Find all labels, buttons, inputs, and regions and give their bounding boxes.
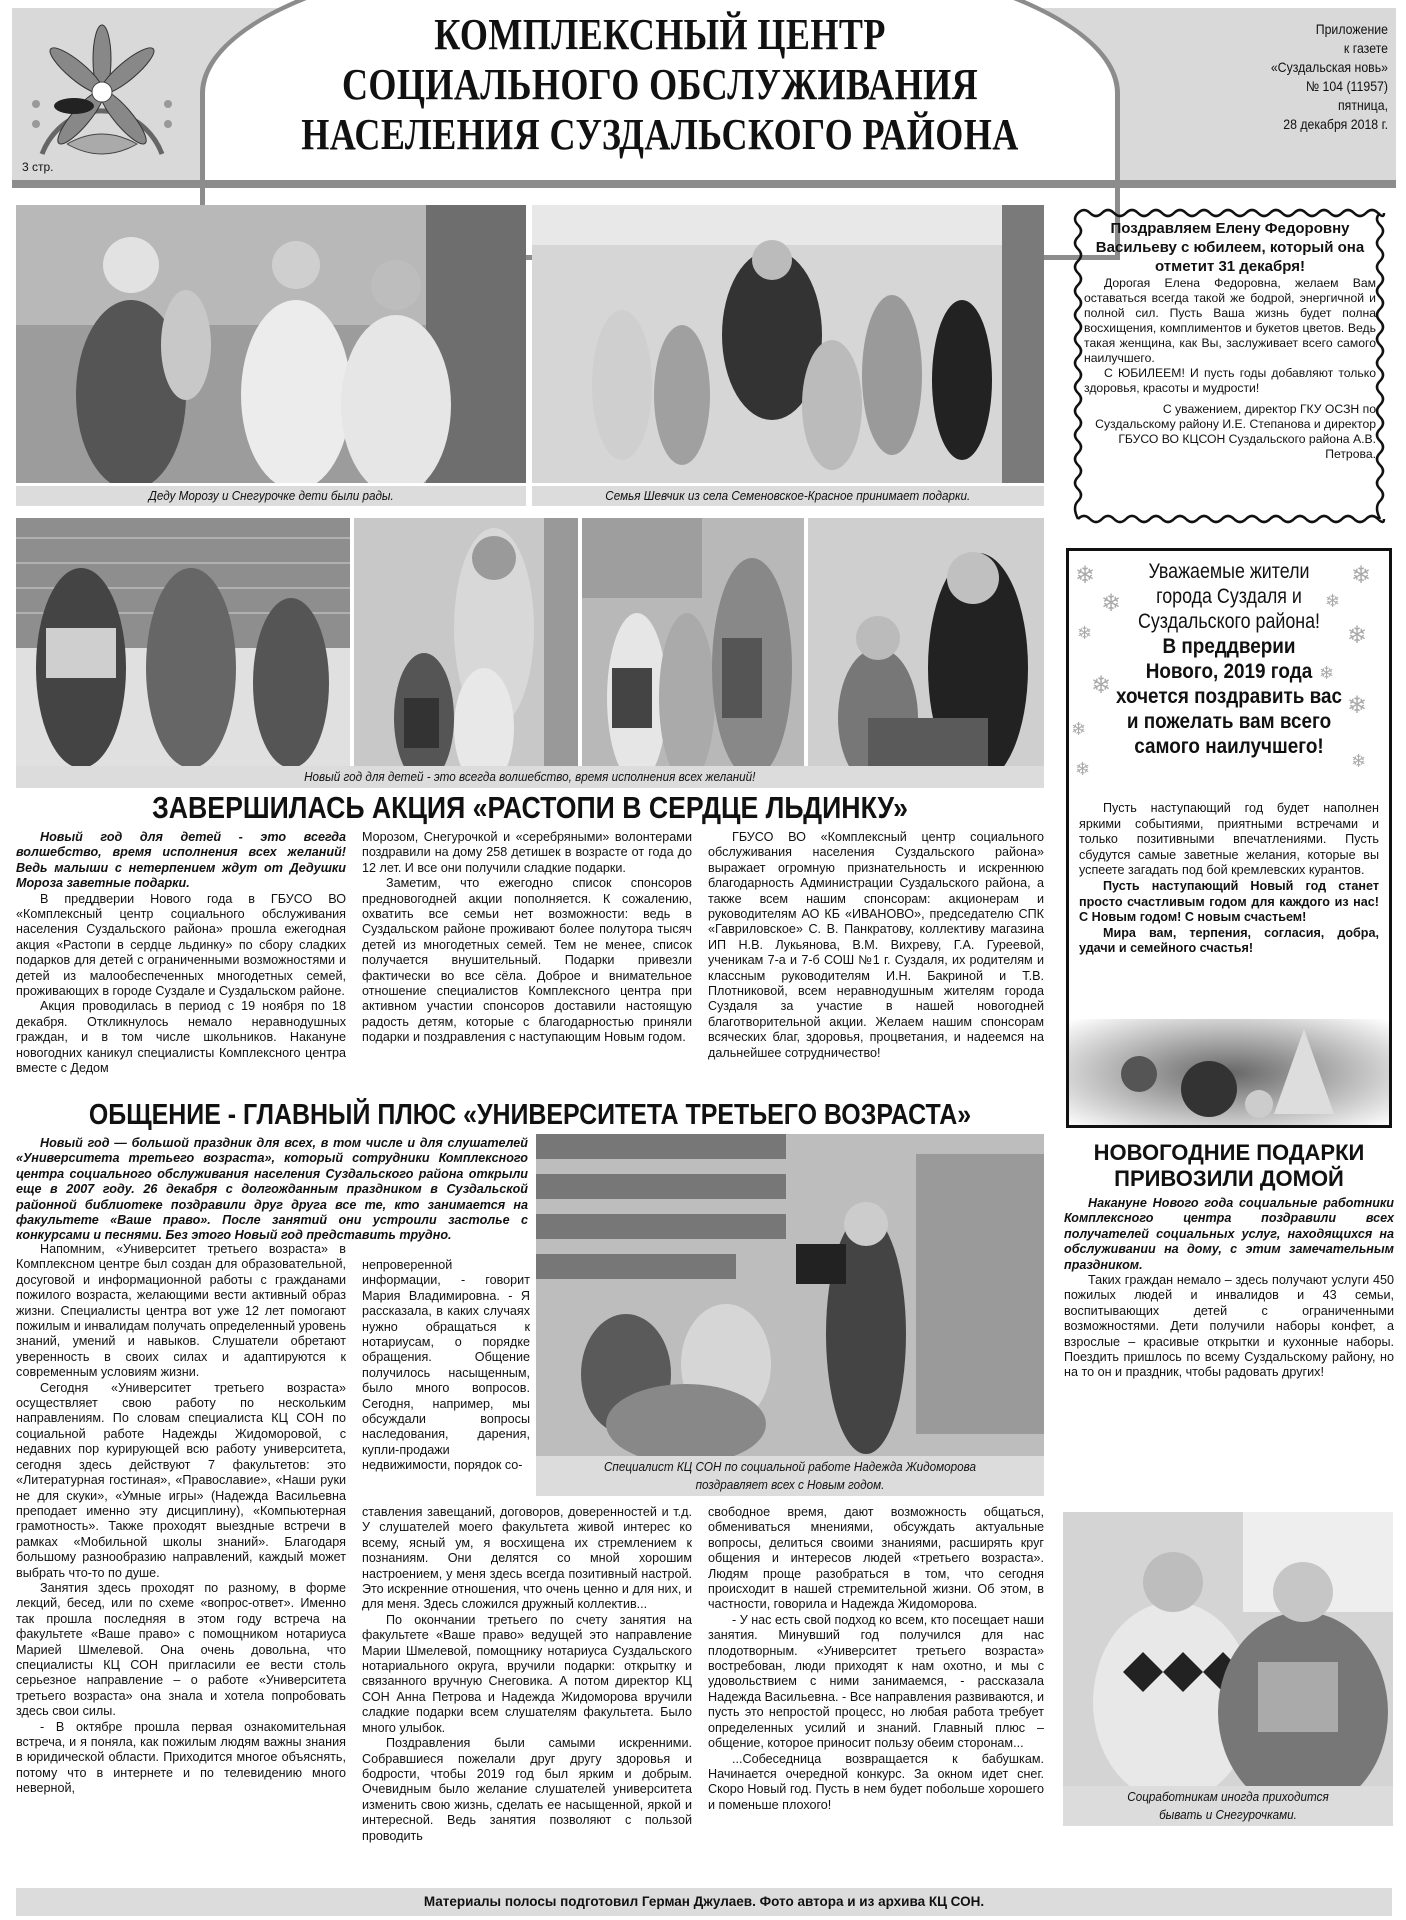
article1-col2 <box>362 830 692 1046</box>
article1-lead: Новый год для детей - это всегда волшебство, время исполнения всех желаний! Ведь малыши с нетерпением ждут от Дедушки Мороза заветные подарки. <box>16 830 346 891</box>
greeting-line: Уважаемые жители <box>1148 560 1310 583</box>
article2-lead: Новый год — большой праздник для всех, в том числе и для слушателей «Университета третьего возраста», который сотрудники Комплексного центра социального обслуживания населения Суздальского района открыли еще в 2007 году. 26 декабря с долгожданным праздником в Суздальской районной библиотеке поздравили друг друга все те, кто занимается на факультете «Ваше право». После занятий они устроили застолье с конкурсами и песнями. Без этого Новый год представить трудно. <box>16 1136 528 1243</box>
article2-paragraph: ставления завещаний, договоров, доверенностей и т.д. У слушателей моего факультета живой интерес ко всему, ясный ум, я восхищена их стремлением к познаниям. Они делятся со мной хорошим настроением, у меня здесь всегда позитивный настрой. Это искренние отношения, что очень ценно и для них, и для меня. Здесь сложился дружный коллектив... <box>362 1505 692 1612</box>
photo-caption: Семья Шевчик из села Семеновское-Красное принимает подарки. <box>532 486 1044 506</box>
greeting-line: самого наилучшего! <box>1134 735 1324 758</box>
photo-caption: Соцработникам иногда приходится бывать и Снегурочками. <box>1063 1786 1393 1826</box>
issue-line: «Суздальская новь» <box>1270 59 1388 75</box>
article1-paragraph: Акция проводилась в период с 19 ноября по 18 декабря. Откликнулось немало неравнодушных граждан, и в том числе школьников. Накануне новогодних каникул специалисты Комплексного центра вместе с Дедом <box>16 999 346 1076</box>
footer-credits: Материалы полосы подготовил Герман Джулаев. Фото автора и из архива КЦ СОН. <box>16 1888 1392 1916</box>
new-year-greeting-text <box>1079 801 1379 957</box>
congrats-signature: С уважением, директор ГКУ ОСЗН по Суздальскому району И.Е. Степанова и директор ГБУСО ВО КЦСОН Суздальского района А.В. Петрова. <box>1095 402 1376 461</box>
snowflake-icon: ❄ <box>1347 692 1368 719</box>
photo-children-three <box>582 518 804 784</box>
article1-paragraph: В преддверии Нового года в ГБУСО ВО «Комплексный центр социального обслуживания населения Суздальского района» прошла ежегодная акция «Растопи в сердце льдинку» по сбору сладких подарков для детей с ограниченными возможностями и детей из малообеспеченных многодетных семей, проживающих в городе Суздале и Суздальском районе. <box>16 891 346 999</box>
new-year-greeting-heading <box>1069 559 1389 759</box>
article3-headline <box>1066 1140 1392 1192</box>
article2-col2 <box>362 1505 692 1844</box>
photo-caption: Деду Морозу и Снегурочке дети были рады. <box>16 486 526 506</box>
article2-paragraph: - В октябре прошла первая ознакомительная встреча, и я поняла, как пожилым людям важны знания в юридической области. Приходится многое объяснять, потому что в интернете и по телевидению много неверной, <box>16 1719 346 1796</box>
greeting-line: города Суздаля и <box>1156 585 1302 608</box>
congrats-paragraph: С ЮБИЛЕЕМ! И пусть годы добавляют только здоровья, красоты и мудрости! <box>1084 366 1376 395</box>
congrats-title: Поздравляем Елену Федоровну Васильеву с юбилеем, который она отметит 31 декабря! <box>1095 220 1365 275</box>
issue-line: к газете <box>1343 40 1388 56</box>
congrats-paragraph: Дорогая Елена Федоровна, желаем Вам оставаться всегда такой же бодрой, энергичной и полной сил. Пусть Ваша жизнь будет полна восхищения, комплиментов и букетов цветов. Ведь такая женщина, как Вы, заслуживает всего самого наилучшего. <box>1084 276 1376 365</box>
article1-paragraph: Морозом, Снегурочкой и «серебряными» волонтерами поздравили на дому 258 детишек в возрасте от года до 12 лет. И все они получили сладкие подарки. <box>362 830 692 875</box>
article2-col2-narrow <box>362 1258 530 1474</box>
article2-paragraph: Напомним, «Университет третьего возраста» в Комплексном центре был создан для образовательной, досуговой и информационной работы с гражданами пожилого возраста, желающими вести активный образ жизни. Специалисты центра вот уже 12 лет помогают пожилым и инвалидам получать определенный уровень знаний, умений и навыков. Слушатели обретают уверенность в своих силах и адаптируются к современным условиям жизни. <box>16 1242 346 1380</box>
masthead <box>0 0 1406 195</box>
masthead-rule <box>12 180 1396 188</box>
photo-shevchik-family <box>532 205 1044 483</box>
article3-paragraph: Таких граждан немало – здесь получают услуги 450 пожилых людей и инвалидов и 43 семьи, воспитывающих детей с ограниченными возможностями. Дети получили наборы конфет, а взрослые – красивые открытки и кухонные наборы. Поездить пришлось по всему Суздальскому району, но на то он и праздник, чтобы радовать других! <box>1064 1273 1394 1380</box>
center-logo-icon <box>22 14 182 174</box>
greeting-paragraph: Пусть наступающий год будет наполнен яркими событиями, приятными встречами и только позитивными впечатлениями. Пусть сбудутся самые заветные желания, которые вы успеете загадать под бой кремлевских курантов. <box>1079 801 1379 878</box>
greeting-paragraph: Пусть наступающий Новый год станет просто счастливым годом для каждого из нас! С Новым годом! С новым счастьем! <box>1079 878 1379 925</box>
article1-col3 <box>708 830 1044 1061</box>
article2-paragraph: Занятия здесь проходят по разному, в форме лекций, бесед, или по схеме «вопрос-ответ». Именно так прошла последняя в этом году встреча на факультете «Ваше право» с помощником нотариуса Марией Шмелевой. Она очень довольна, что специалисты КЦ СОН пригласили ее вести столь серьезное направление – о работе «Университета третьего возраста» она знала и хотела попробовать здесь свои силы. <box>16 1580 346 1719</box>
issue-line: пятница, <box>1337 97 1388 113</box>
snowflake-icon: ❄ <box>1101 590 1122 617</box>
snowflake-icon: ❄ <box>1091 672 1112 699</box>
photo-caption: Новый год для детей - это всегда волшебство, время исполнения всех желаний! <box>16 766 1044 788</box>
greeting-line: В преддверии <box>1162 635 1296 658</box>
photo-caption: Специалист КЦ СОН по социальной работе Надежда Жидоморова поздравляет всех с Новым годом. <box>536 1456 1044 1496</box>
greeting-paragraph: Мира вам, терпения, согласия, добра, удачи и семейного счастья! <box>1079 925 1379 956</box>
article2-lead-block <box>16 1136 528 1244</box>
greeting-line: Нового, 2019 года <box>1145 660 1313 683</box>
snowflake-icon: ❄ <box>1351 562 1372 589</box>
masthead-title <box>295 10 1025 160</box>
article2-paragraph: По окончании третьего по счету занятия на факультете «Ваше право» ведущей это направление Марии Шмелевой, помощнику нотариуса Суздальского нотариального округа, вручили подарки: открытку и связанного вручную Снеговика. А потом директор КЦ СОН Анна Петрова и Надежда Жидоморова вручили сладкие подарки всем слушателям факультета. Было много улыбок. <box>362 1612 692 1735</box>
issue-line: 28 декабря 2018 г. <box>1283 116 1388 132</box>
masthead-title-line: КОМПЛЕКСНЫЙ ЦЕНТР <box>434 10 886 59</box>
article3-headline-line: ПРИВОЗИЛИ ДОМОЙ <box>1114 1166 1344 1191</box>
snowflake-icon: ❄ <box>1075 759 1091 779</box>
article2-col1 <box>16 1242 346 1797</box>
article2-paragraph: Поздравления были самыми искренними. Собравшиеся пожелали друг другу здоровья и бодрости, чтобы 2019 год был ярким и добрым. Очевидным было желание слушателей университета изменить свою жизнь, сделать ее насыщенной, яркой и интересной. Ведь занятия позволяют с пользой проводить <box>362 1736 692 1843</box>
article1-paragraph: Заметим, что ежегодно список спонсоров предновогодней акции пополняется. К сожалению, охватить все семьи нет возможности: ведь в Суздальском районе проживают более полутора тысяч детей из многодетных семей. Тем не менее, список получается внушительный. Подарки привезли фактически во все сёла. Доброе и внимательное отношение специалистов Комплексного центра при активном участии спонсоров доставили настоящую радость детям, которые с благодарностью приняли подарки и поздравления с наступающим Новым годом. <box>362 876 692 1045</box>
photo-santa-snow-maiden <box>16 205 526 483</box>
issue-line: № 104 (11957) <box>1305 78 1388 94</box>
snowflake-icon: ❄ <box>1325 591 1341 611</box>
article1-paragraph: ГБУСО ВО «Комплексный центр социального обслуживания населения Суздальского района» выражает огромную признательность и искреннюю благодарность Администрации Суздальского района, а также всем нашим спонсорам: акционерам и руководителям АО КБ «ИВАНОВО», председателю СПК «Гавриловское» С. В. Панкратову, коллективу магазина ИП Н.В. Лукьянова, В.М. Вихреву, Г.А. Гуреевой, ученикам 7-а и 7-б СОШ №1 г. Суздаля, их родителям и классным руководителям И.Н. Бакриной и Т.В. Плотниковой, всем неравнодушным жителям города Суздаля за участие в нашей новогодней благотворительной акции. Желаем нашим спонсорам всяческих благ, здоровья, процветания, и надеемся на дальнейшее сотрудничество! <box>708 830 1044 1060</box>
article1-col1 <box>16 830 346 1077</box>
article2-paragraph: ...Собеседница возвращается к бабушкам. Начинается очередной конкурс. За окном идет снег. Скоро Новый год. Пусть в нем будет побольше хорошего и поменьше плохого! <box>708 1751 1044 1812</box>
greeting-line: хочется поздравить вас <box>1115 685 1343 708</box>
new-year-greeting-box <box>1066 548 1392 1128</box>
photo-children-sister <box>354 518 578 784</box>
photo-christmas-decorations <box>1069 1019 1389 1127</box>
issue-info <box>1256 20 1388 134</box>
article3-body <box>1064 1196 1394 1381</box>
article2-paragraph: свободное время, дают возможность общаться, обмениваться мнениями, обсуждать актуальные вопросы, делиться своими знаниями, расширять круг общения и интересов людей «третьего возраста». Людям проще разобраться в том, что сегодня происходит в нашей стремительной жизни. Об этом, в частности, говорила и Надежда Жидоморова. <box>708 1505 1044 1612</box>
photo-children-snow <box>16 518 350 784</box>
article2-paragraph: - У нас есть свой подход ко всем, кто посещает наши занятия. Минувший год получился для нас плодотворным. «Университет третьего возраста» востребован, люди приходят к нам охотно, и мы с удовольствием с ними занимаемся, - рассказала Надежда Васильевна. - Все направления развиваются, и пусть это непростой процесс, но любая работа требует определенных усилий и знаний. Главный плюс – общение, которое приносит пользу обеим сторонам... <box>708 1612 1044 1751</box>
congrats-content <box>1084 219 1376 462</box>
snowflake-icon: ❄ <box>1077 623 1093 643</box>
article2-paragraph: Сегодня «Университет третьего возраста» осуществляет свою работу по нескольким направлениям. По словам специалиста КЦ СОН по социальной работе Надежды Жидоморовой, с недавних пор курирующей всю работу университета, сегодня здесь действуют 7 факультетов: это «Литературная гостиная», «Православие», «Наши руки не для скуки», «Умные игры» (Надежда Васильевна преподает именно эту дисциплину), «Компьютерная грамотность». Также проходят выездные встречи в рамках «Мобильной школы знаний». Благодаря большому разнообразию направлений, каждый может выбрать что-то по душе. <box>16 1380 346 1580</box>
article2-paragraph: непроверенной информации, - говорит Мария Владимировна. - Я рассказала, в каких случаях нужно обращаться к нотариусам, о порядке обращения. Общение получилось насыщенным, было много вопросов. Сегодня, например, мы обсуждали вопросы наследования, дарения, купли-продажи недвижимости, порядок со- <box>362 1258 530 1473</box>
masthead-title-line: СОЦИАЛЬНОГО ОБСЛУЖИВАНИЯ <box>341 60 979 109</box>
snowflake-icon: ❄ <box>1319 663 1335 683</box>
article2-col3 <box>708 1505 1044 1813</box>
greeting-line: Суздальского района! <box>1137 610 1321 633</box>
article2-headline: ОБЩЕНИЕ - ГЛАВНЫЙ ПЛЮС «УНИВЕРСИТЕТА ТРЕТЬЕГО ВОЗРАСТА» <box>88 1099 972 1131</box>
snowflake-icon: ❄ <box>1071 719 1087 739</box>
anniversary-congrats-box <box>1070 205 1388 527</box>
photo-social-workers <box>1063 1512 1393 1786</box>
snowflake-icon: ❄ <box>1351 751 1367 771</box>
snowflake-icon: ❄ <box>1075 562 1096 589</box>
page-number: 3 стр. <box>22 160 54 174</box>
masthead-title-line: НАСЕЛЕНИЯ СУЗДАЛЬСКОГО РАЙОНА <box>301 110 1019 159</box>
article3-headline-line: НОВОГОДНИЕ ПОДАРКИ <box>1093 1140 1365 1165</box>
article1-headline: ЗАВЕРШИЛАСЬ АКЦИЯ «РАСТОПИ В СЕРДЦЕ ЛЬДИНКУ» <box>152 790 908 825</box>
article3-lead: Накануне Нового года социальные работники Комплексного центра поздравили всех получателей социальных услуг, находящихся на обслуживании на дому, с этим замечательным праздником. <box>1064 1196 1394 1272</box>
issue-line: Приложение <box>1315 21 1388 37</box>
snowflake-icon: ❄ <box>1347 622 1368 649</box>
photo-library <box>536 1134 1044 1456</box>
greeting-line: и пожелать вам всего <box>1126 710 1332 733</box>
photo-children-gifts <box>808 518 1044 784</box>
